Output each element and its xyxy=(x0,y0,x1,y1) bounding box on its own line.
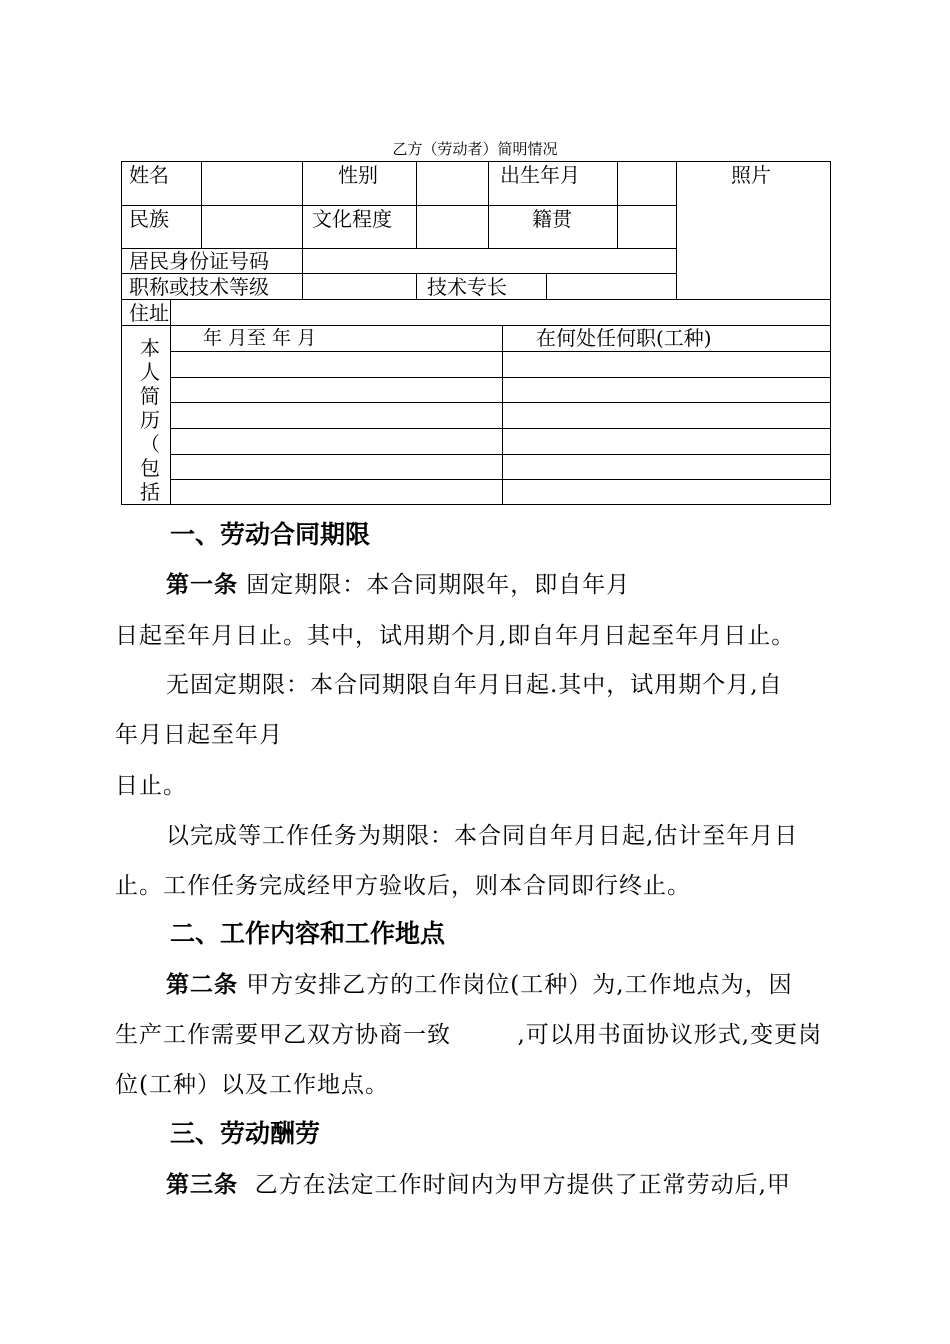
table-rule xyxy=(170,299,171,505)
table-rule xyxy=(416,161,417,249)
paragraph-line xyxy=(166,1166,791,1199)
table-rule xyxy=(121,205,676,206)
table-rule xyxy=(170,402,830,403)
label-title-level: 职称或技术等级 xyxy=(129,275,269,299)
paragraph-line: 生产工作需要甲乙双方协商一致 ,可以用书面协议形式,变更岗 xyxy=(115,1022,823,1048)
label-resume-post: 在何处任何职(工种) xyxy=(536,326,712,350)
label-education: 文化程度 xyxy=(312,207,392,231)
label-id-number: 居民身份证号码 xyxy=(129,249,269,273)
article-label: 第一条 xyxy=(166,572,238,598)
label-photo: 照片 xyxy=(731,163,771,187)
label-name: 姓名 xyxy=(129,163,169,187)
label-resume-vertical xyxy=(138,336,162,504)
section-heading-1: 一、劳动合同期限 xyxy=(170,520,371,549)
resume-char: 人 xyxy=(140,360,160,384)
table-rule xyxy=(488,161,489,249)
resume-char: 历 xyxy=(140,408,160,432)
paragraph-line: 止。工作任务完成经甲方验收后，则本合同即行终止。 xyxy=(115,873,691,899)
label-native-place: 籍贯 xyxy=(532,207,572,231)
paragraph-line xyxy=(166,966,793,999)
paragraph-line: 无固定期限：本合同期限自年月日起.其中，试用期个月,自 xyxy=(166,672,783,698)
table-rule xyxy=(121,299,830,300)
table-rule xyxy=(302,161,303,299)
paragraph-line xyxy=(166,566,630,599)
table-rule xyxy=(416,273,417,299)
table-rule xyxy=(502,325,503,505)
table-rule xyxy=(121,504,830,505)
table-caption: 乙方（劳动者）简明情况 xyxy=(392,140,558,158)
table-rule xyxy=(121,161,830,162)
label-skill: 技术专长 xyxy=(427,275,507,299)
resume-char: 括 xyxy=(140,480,160,504)
label-birth: 出生年月 xyxy=(500,163,580,187)
table-rule xyxy=(830,161,831,505)
table-rule xyxy=(170,351,830,352)
article-text: 固定期限：本合同期限年，即自年月 xyxy=(238,572,631,598)
table-rule xyxy=(121,325,830,326)
table-rule xyxy=(546,273,547,299)
table-rule xyxy=(170,454,830,455)
label-ethnicity: 民族 xyxy=(129,207,169,231)
section-heading-2: 二、工作内容和工作地点 xyxy=(170,919,446,948)
table-rule xyxy=(676,161,677,299)
table-rule xyxy=(121,161,122,505)
article-text: 乙方在法定工作时间内为甲方提供了正常劳动后,甲 xyxy=(238,1172,791,1198)
table-rule xyxy=(170,377,830,378)
resume-char: 包 xyxy=(140,456,160,480)
table-rule xyxy=(121,273,676,274)
table-rule xyxy=(617,161,618,249)
section-heading-3: 三、劳动酬劳 xyxy=(170,1119,321,1148)
label-resume-period: 年 月至 年 月 xyxy=(203,327,317,349)
table-rule xyxy=(201,161,202,249)
article-label: 第二条 xyxy=(166,972,238,998)
paragraph-line: 年月日起至年月 xyxy=(115,722,283,748)
label-address: 住址 xyxy=(129,301,169,325)
resume-char: 简 xyxy=(140,384,160,408)
table-rule xyxy=(170,428,830,429)
article-text: 甲方安排乙方的工作岗位(工种）为,工作地点为，因 xyxy=(238,972,793,998)
resume-char: 本 xyxy=(140,336,160,360)
paragraph-line: 以完成等工作任务为期限：本合同自年月日起,估计至年月日 xyxy=(166,823,799,849)
paragraph-line: 位(工种）以及工作地点。 xyxy=(115,1072,389,1098)
table-rule xyxy=(170,479,830,480)
resume-char: （ xyxy=(140,432,160,456)
label-gender: 性别 xyxy=(338,163,378,187)
article-label: 第三条 xyxy=(166,1172,238,1198)
paragraph-line: 日止。 xyxy=(115,773,187,799)
paragraph-line: 日起至年月日止。其中，试用期个月,即自年月日起至年月日止。 xyxy=(115,623,796,649)
